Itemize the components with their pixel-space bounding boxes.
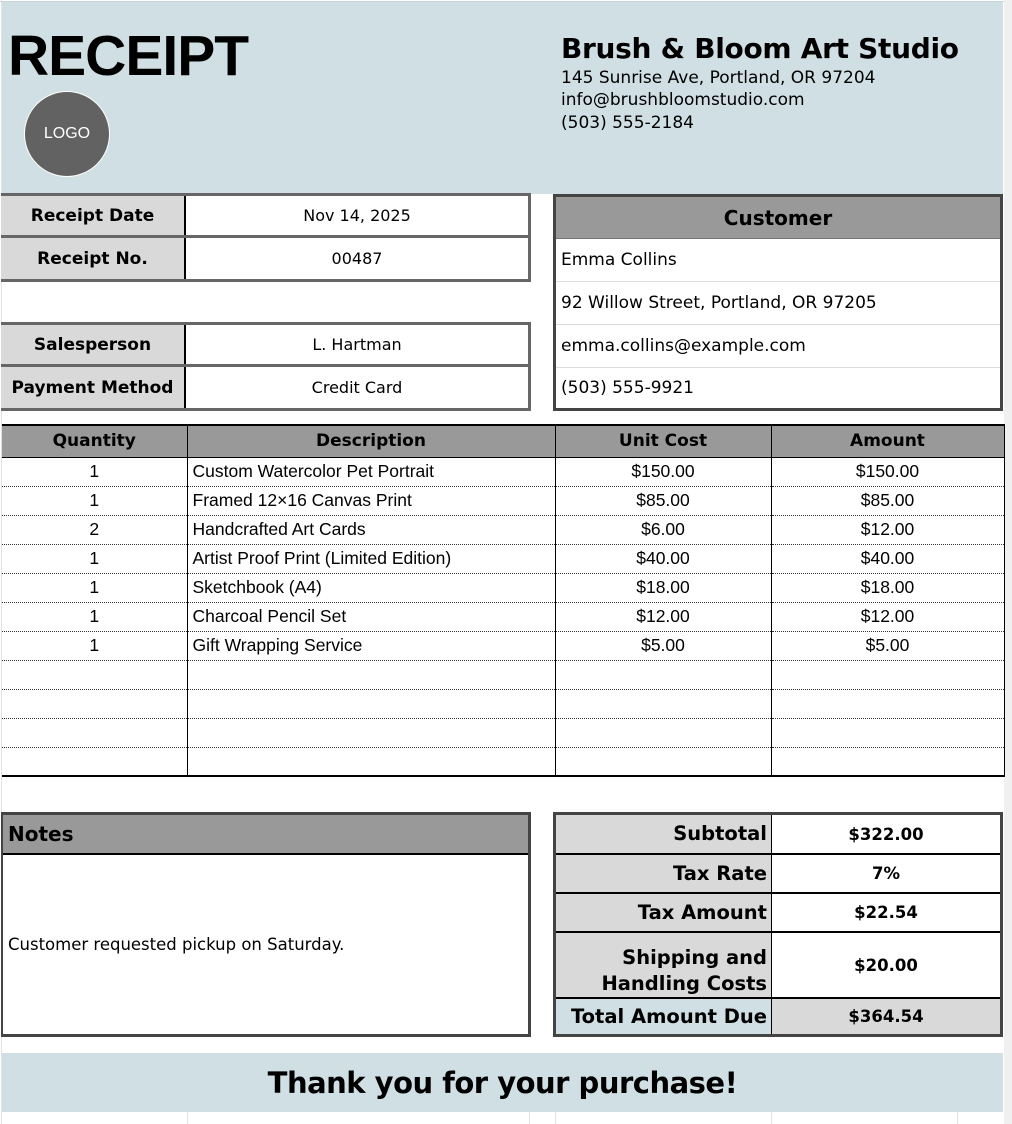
item-quantity[interactable]: 1 — [2, 602, 187, 631]
item-quantity[interactable]: 1 — [2, 631, 187, 660]
tax-rate-label: Tax Rate — [556, 855, 772, 892]
gridline — [957, 1112, 958, 1124]
item-description[interactable] — [187, 689, 555, 718]
gridline — [187, 1112, 188, 1124]
customer-address[interactable]: 92 Willow Street, Portland, OR 97205 — [556, 282, 1000, 325]
item-quantity[interactable]: 1 — [2, 544, 187, 573]
customer-phone[interactable]: (503) 555-9921 — [561, 378, 694, 398]
item-quantity[interactable]: 2 — [2, 515, 187, 544]
customer-name[interactable]: Emma Collins — [556, 239, 1000, 282]
logo-placeholder[interactable] — [24, 91, 110, 177]
receipt-number-label: Receipt No. — [1, 238, 186, 279]
item-description[interactable] — [187, 660, 555, 689]
item-quantity[interactable] — [2, 718, 187, 747]
item-description[interactable]: Sketchbook (A4) — [187, 573, 555, 602]
table-row — [2, 602, 1004, 631]
company-address: 145 Sunrise Ave, Portland, OR 97204 — [561, 68, 876, 88]
table-header-row — [2, 425, 1004, 457]
payment-method-label: Payment Method — [1, 367, 186, 408]
item-unit-cost[interactable]: $6.00 — [555, 515, 771, 544]
item-amount[interactable]: $18.00 — [771, 573, 1004, 602]
notes-text[interactable]: Customer requested pickup on Saturday. — [8, 935, 345, 954]
receipt-info-box — [1, 193, 531, 282]
payment-method-value[interactable]: Credit Card — [311, 378, 403, 397]
item-quantity[interactable] — [2, 747, 187, 776]
tax-rate-value[interactable]: 7% — [871, 864, 900, 883]
item-amount[interactable]: $12.00 — [771, 515, 1004, 544]
item-amount[interactable] — [771, 689, 1004, 718]
receipt-date-row — [1, 196, 528, 238]
receipt-title: RECEIPT — [8, 24, 249, 88]
salesperson-row — [1, 325, 528, 367]
item-amount[interactable] — [771, 718, 1004, 747]
item-amount[interactable] — [771, 660, 1004, 689]
company-email: info@brushbloomstudio.com — [561, 90, 805, 110]
item-quantity[interactable] — [2, 689, 187, 718]
table-row-empty — [2, 747, 1004, 776]
table-row — [2, 573, 1004, 602]
sheet-margin — [1004, 0, 1012, 1124]
shipping-label-line2: Handling Costs — [601, 972, 767, 995]
item-description[interactable]: Charcoal Pencil Set — [187, 602, 555, 631]
column-header-description: Description — [187, 425, 555, 457]
item-amount[interactable]: $85.00 — [771, 486, 1004, 515]
item-unit-cost[interactable] — [555, 689, 771, 718]
thank-you-text: Thank you for your purchase! — [267, 1065, 738, 1100]
payment-method-row — [1, 367, 528, 408]
receipt-number-value[interactable]: 00487 — [331, 249, 383, 268]
shipping-value[interactable]: $20.00 — [854, 955, 918, 975]
table-row — [2, 544, 1004, 573]
item-amount[interactable]: $150.00 — [771, 457, 1004, 486]
item-unit-cost[interactable] — [555, 718, 771, 747]
table-row — [2, 515, 1004, 544]
item-unit-cost[interactable]: $18.00 — [555, 573, 771, 602]
customer-email[interactable]: emma.collins@example.com — [556, 325, 1000, 368]
item-quantity[interactable]: 1 — [2, 573, 187, 602]
subtotal-row — [556, 815, 1000, 855]
table-row — [2, 457, 1004, 486]
logo-label: LOGO — [43, 125, 91, 142]
column-header-amount: Amount — [771, 425, 1004, 457]
item-description[interactable]: Framed 12×16 Canvas Print — [187, 486, 555, 515]
notes-heading: Notes — [3, 815, 528, 855]
total-due-label: Total Amount Due — [556, 999, 772, 1034]
subtotal-value: $322.00 — [848, 824, 924, 844]
shipping-label — [556, 933, 772, 997]
item-amount[interactable]: $12.00 — [771, 602, 1004, 631]
total-due-value: $364.54 — [772, 999, 1000, 1034]
thank-you-banner — [2, 1053, 1003, 1112]
item-unit-cost[interactable] — [555, 747, 771, 776]
total-due-row — [556, 999, 1000, 1034]
item-unit-cost[interactable]: $85.00 — [555, 486, 771, 515]
item-description[interactable]: Custom Watercolor Pet Portrait — [187, 457, 555, 486]
shipping-row — [556, 933, 1000, 999]
gridline — [529, 1112, 530, 1124]
item-description[interactable] — [187, 718, 555, 747]
salesperson-value[interactable]: L. Hartman — [312, 335, 402, 354]
line-items-table — [2, 424, 1005, 777]
item-unit-cost[interactable]: $40.00 — [555, 544, 771, 573]
item-quantity[interactable] — [2, 660, 187, 689]
item-description[interactable]: Handcrafted Art Cards — [187, 515, 555, 544]
item-description[interactable]: Gift Wrapping Service — [187, 631, 555, 660]
table-row — [2, 631, 1004, 660]
gridline — [555, 1112, 556, 1124]
table-row-empty — [2, 718, 1004, 747]
item-amount[interactable]: $40.00 — [771, 544, 1004, 573]
company-name: Brush & Bloom Art Studio — [561, 32, 959, 65]
notes-box — [1, 812, 531, 1037]
item-unit-cost[interactable]: $5.00 — [555, 631, 771, 660]
column-header-quantity: Quantity — [2, 425, 187, 457]
item-unit-cost[interactable]: $12.00 — [555, 602, 771, 631]
subtotal-label: Subtotal — [556, 815, 772, 853]
tax-rate-row — [556, 855, 1000, 894]
receipt-date-label: Receipt Date — [1, 196, 186, 235]
item-amount[interactable] — [771, 747, 1004, 776]
tax-amount-value: $22.54 — [854, 903, 918, 922]
salesperson-label: Salesperson — [1, 325, 186, 364]
receipt-number-row — [1, 238, 528, 279]
item-unit-cost[interactable]: $150.00 — [555, 457, 771, 486]
gridline — [771, 1112, 772, 1124]
tax-amount-row — [556, 894, 1000, 933]
table-row-empty — [2, 660, 1004, 689]
item-quantity[interactable]: 1 — [2, 486, 187, 515]
receipt-date-value[interactable]: Nov 14, 2025 — [303, 206, 411, 225]
item-amount[interactable]: $5.00 — [771, 631, 1004, 660]
item-description[interactable]: Artist Proof Print (Limited Edition) — [187, 544, 555, 573]
item-description[interactable] — [187, 747, 555, 776]
item-quantity[interactable]: 1 — [2, 457, 187, 486]
table-row — [2, 486, 1004, 515]
shipping-label-line1: Shipping and — [622, 946, 767, 969]
sales-info-box — [1, 322, 531, 411]
column-header-unit-cost: Unit Cost — [555, 425, 771, 457]
table-row-empty — [2, 689, 1004, 718]
company-phone: (503) 555-2184 — [561, 113, 694, 133]
totals-box — [553, 812, 1003, 1037]
tax-amount-label: Tax Amount — [556, 894, 772, 931]
customer-box — [553, 194, 1003, 411]
customer-heading: Customer — [556, 197, 1000, 239]
item-unit-cost[interactable] — [555, 660, 771, 689]
